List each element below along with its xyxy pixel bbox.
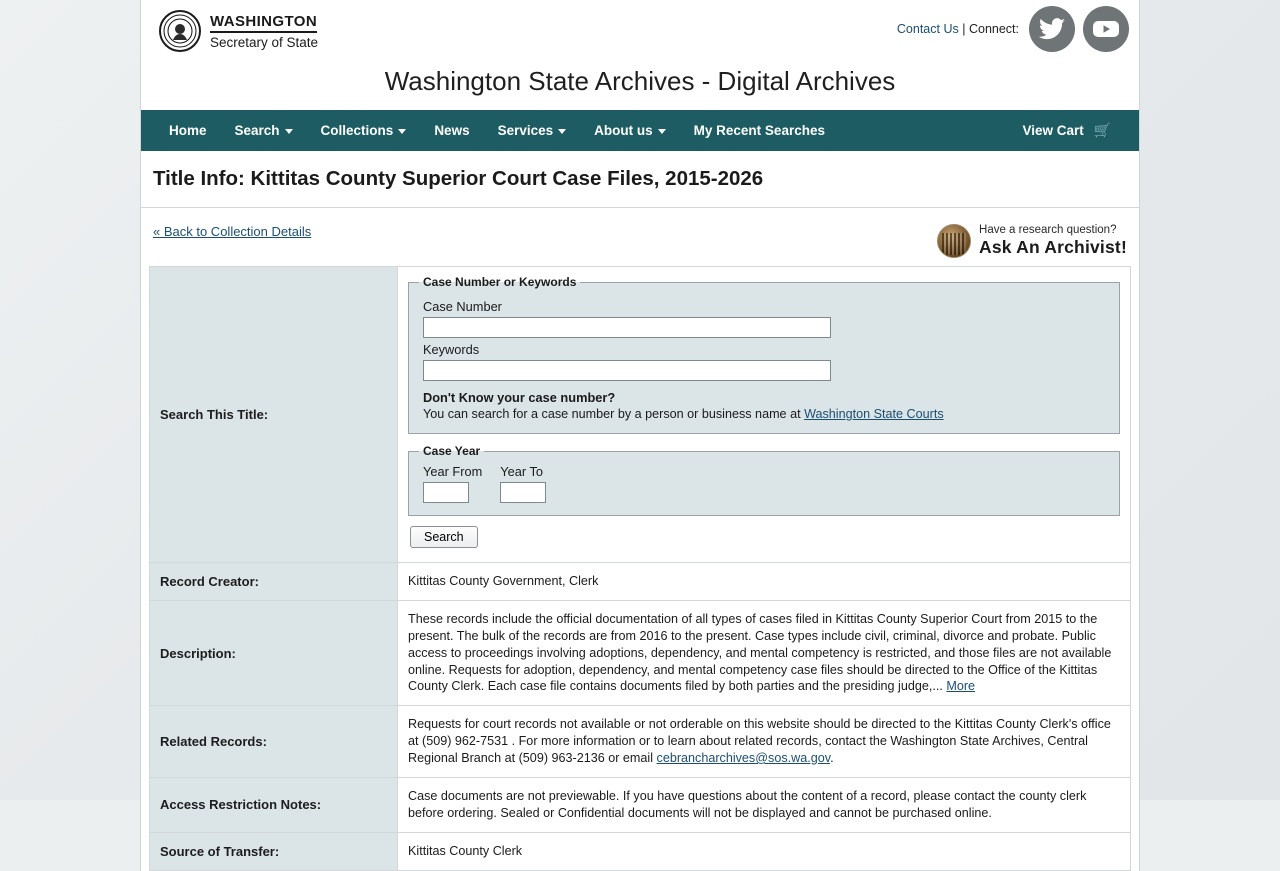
state-seal-icon xyxy=(159,10,201,52)
nav-label: Collections xyxy=(320,123,394,138)
nav-item-about-us[interactable] xyxy=(580,110,680,151)
related-text-1: Requests for court records not available or not orderable on this website should be directed to the Kittitas County Clerk's office at (509) 962-7531 . For more information or to learn about related records, contact the Washington State Archives, Central Regional Branch at (509) 963-2136 or email xyxy=(408,717,1111,765)
logo-line-2: Secretary of State xyxy=(210,34,319,50)
nav-item-home[interactable] xyxy=(155,110,221,151)
header-utility-area xyxy=(897,6,1129,52)
year-to-input[interactable] xyxy=(500,482,546,503)
ask-an-archivist-banner[interactable] xyxy=(937,224,1127,258)
case-group-legend: Case Number or Keywords xyxy=(423,275,577,289)
main-content xyxy=(141,208,1139,871)
source-of-transfer-label: Source of Transfer: xyxy=(150,832,398,870)
nav-label: About us xyxy=(594,123,653,138)
description-value xyxy=(398,600,1131,705)
archivist-photo xyxy=(937,224,971,258)
logo-line-1: WASHINGTON xyxy=(210,13,317,33)
main-navigation xyxy=(141,110,1139,151)
description-more-link[interactable]: More xyxy=(946,679,976,694)
title-bar xyxy=(141,151,1139,208)
related-text-2: . xyxy=(830,751,834,765)
record-creator-value: Kittitas County Government, Clerk xyxy=(398,563,1131,601)
chevron-down-icon xyxy=(285,129,293,134)
nav-label: News xyxy=(434,123,470,138)
year-from-input[interactable] xyxy=(423,482,469,503)
keywords-label: Keywords xyxy=(423,342,480,357)
back-to-collection-details-link[interactable]: « Back to Collection Details xyxy=(153,224,312,239)
title-details-table xyxy=(149,266,1131,871)
nav-label: Home xyxy=(169,123,207,138)
twitter-icon[interactable] xyxy=(1029,6,1075,52)
case-year-legend: Case Year xyxy=(423,444,481,458)
nav-label: My Recent Searches xyxy=(693,123,825,138)
year-from-field xyxy=(423,464,482,503)
year-to-field xyxy=(500,464,546,503)
year-from-label: Year From xyxy=(423,464,483,479)
case-year-group xyxy=(408,444,1120,516)
chevron-down-icon xyxy=(398,129,406,134)
hint-text: You can search for a case number by a person or business name at xyxy=(423,407,805,421)
contact-connect-line xyxy=(897,22,1019,36)
table-row-related-records xyxy=(150,706,1131,778)
nav-label: Search xyxy=(234,123,280,138)
search-this-title-label: Search This Title: xyxy=(150,267,398,563)
search-panel xyxy=(398,267,1131,563)
table-row-source-of-transfer xyxy=(150,832,1131,870)
nav-item-services[interactable] xyxy=(484,110,581,151)
nav-label: Services xyxy=(497,123,554,138)
related-records-label: Related Records: xyxy=(150,706,398,778)
ask-line-2: Ask An Archivist! xyxy=(979,236,1127,257)
access-restriction-value: Case documents are not previewable. If you have questions about the content of a record, please contact the county clerk before ordering. Sealed or Confidential documents will not be displayed and cannot be purchased online. xyxy=(398,777,1131,832)
view-cart-label: View Cart xyxy=(1022,123,1084,138)
view-cart-button[interactable] xyxy=(1009,110,1125,151)
related-email-link[interactable]: cebrancharchives@sos.wa.gov xyxy=(656,751,831,765)
contact-us-link[interactable]: Contact Us xyxy=(896,22,959,36)
year-to-label: Year To xyxy=(500,464,543,479)
access-restriction-label: Access Restriction Notes: xyxy=(150,777,398,832)
ask-line-1: Have a research question? xyxy=(979,224,1117,237)
chevron-down-icon xyxy=(558,129,566,134)
description-text: These records include the official documentation of all types of cases filed in Kittitas County Superior Court from 2015 to the present. The bulk of the records are from 2016 to the present. Case types include civil, criminal, divorce and probate. Public access to proceedings involving adoptions, dependency, and mental competency is restricted, and those files are not available online. Requests for adoption, dependency, and mental competency case files should be directed to the Office of the Kittitas County Clerk. Each case file contains documents filed by both parties and the presiding judge,... xyxy=(408,611,1112,694)
keywords-input[interactable] xyxy=(423,360,831,381)
record-title: Title Info: Kittitas County Superior Court Case Files, 2015-2026 xyxy=(153,167,764,190)
dont-know-case-number-heading: Don't Know your case number? xyxy=(423,390,616,405)
nav-item-news[interactable] xyxy=(420,110,483,151)
search-button[interactable]: Search xyxy=(410,526,478,548)
nav-item-my-recent-searches[interactable] xyxy=(680,110,839,151)
case-number-or-keywords-group xyxy=(408,275,1120,434)
dont-know-case-number-text xyxy=(423,407,1109,421)
washington-state-courts-link[interactable]: Washington State Courts xyxy=(804,407,944,421)
case-number-label: Case Number xyxy=(423,299,502,314)
table-row-description xyxy=(150,600,1131,705)
nav-item-collections[interactable] xyxy=(307,110,421,151)
breadcrumb-row xyxy=(149,216,1131,264)
record-creator-label: Record Creator: xyxy=(150,563,398,601)
table-row-access-restriction xyxy=(150,777,1131,832)
related-records-value xyxy=(398,706,1131,778)
connect-label: Connect: xyxy=(968,22,1019,36)
table-row-record-creator xyxy=(150,563,1131,601)
description-label: Description: xyxy=(150,600,398,705)
nav-item-search[interactable] xyxy=(221,110,307,151)
separator: | xyxy=(962,22,966,36)
chevron-down-icon xyxy=(658,129,666,134)
shopping-cart-icon: 🛒 xyxy=(1093,122,1111,138)
page-title: Washington State Archives - Digital Archives xyxy=(384,66,896,96)
site-header xyxy=(141,0,1139,110)
page-container xyxy=(140,0,1140,871)
table-row-search xyxy=(150,267,1131,563)
youtube-icon[interactable] xyxy=(1083,6,1129,52)
sos-logo[interactable] xyxy=(159,10,318,52)
source-of-transfer-value: Kittitas County Clerk xyxy=(398,832,1131,870)
case-number-input[interactable] xyxy=(423,317,831,338)
